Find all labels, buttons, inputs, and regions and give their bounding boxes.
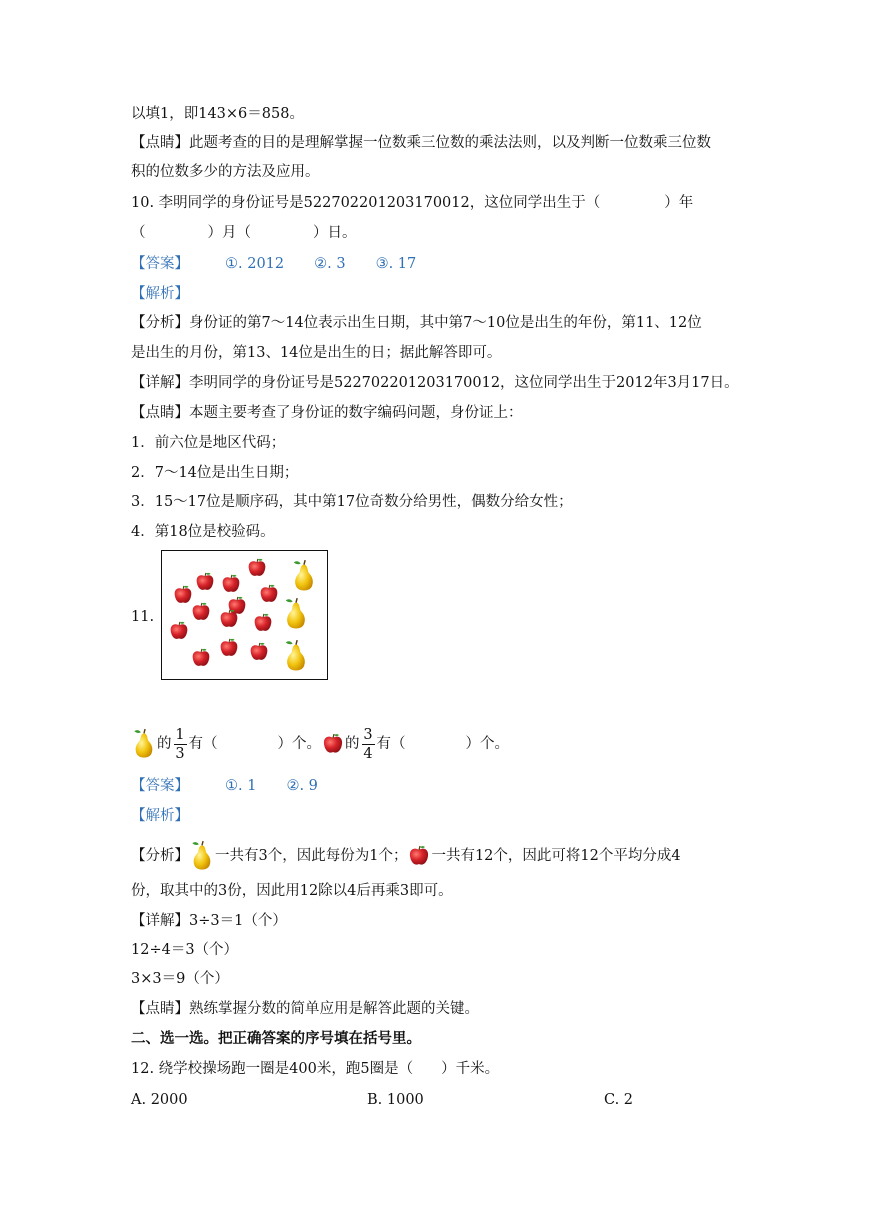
fruit-picture	[161, 550, 328, 680]
q11-text: 有（	[376, 736, 406, 752]
fraction-numerator: 3	[363, 726, 373, 743]
answer-item: ①. 2012	[225, 256, 285, 272]
fenxi-line	[131, 838, 681, 874]
q10-text: ）年	[664, 195, 694, 211]
apple-icon	[407, 844, 431, 868]
pear-icon	[189, 840, 215, 872]
q12-text: 12. 绕学校操场跑一圈是400米，跑5圈是（	[131, 1061, 414, 1077]
q12-text: ）千米。	[441, 1061, 500, 1077]
calc-line: 3×3＝9（个）	[131, 971, 229, 987]
dianjing-line: 【点睛】熟练掌握分数的简单应用是解答此题的关键。	[131, 1001, 479, 1017]
dianjing-line: 【点睛】此题考查的目的是理解掌握一位数乘三位数的乘法法则，以及判断一位数乘三位数	[131, 135, 711, 151]
dianjing-line: 【点睛】本题主要考查了身份证的数字编码问题，身份证上：	[131, 405, 523, 421]
fenxi-text: 一共有3个，因此每份为1个；	[215, 848, 408, 864]
fenxi-text: 一共有12个，因此可将12个平均分成4	[431, 848, 681, 864]
fraction-three-fourths	[362, 727, 375, 762]
q10-text: （	[131, 225, 146, 241]
list-item: 1．前六位是地区代码；	[131, 435, 286, 451]
list-item: 2．7～14位是出生日期；	[131, 465, 299, 481]
fraction-denominator: 4	[363, 745, 373, 762]
text-line: 以填1，即143×6＝858。	[131, 106, 304, 122]
q10-text: ）月（	[207, 225, 251, 241]
fraction-one-third	[174, 727, 187, 762]
fenxi-tag: 【分析】	[131, 848, 189, 864]
calc-line: 12÷4＝3（个）	[131, 942, 239, 958]
fenxi-line: 是出生的月份，第13、14位是出生的日；据此解答即可。	[131, 345, 502, 361]
q11-text: 有（	[188, 736, 218, 752]
answer-item: ②. 3	[314, 256, 346, 272]
option-c: C. 2	[604, 1092, 634, 1108]
fenxi-line: 【分析】身份证的第7～14位表示出生日期，其中第7～10位是出生的年份，第11、12位	[131, 315, 702, 331]
pear-icon	[131, 728, 157, 760]
xiangjie-line: 【详解】李明同学的身份证号是522702201203170012，这位同学出生于2012年3月17日。	[131, 375, 739, 391]
option-a: A. 2000	[131, 1092, 188, 1108]
q11-text: 的	[157, 736, 172, 752]
answer-item: ③. 17	[375, 256, 417, 272]
option-b: B. 1000	[367, 1092, 424, 1108]
section-heading: 二、选一选。把正确答案的序号填在括号里。	[131, 1030, 421, 1047]
question-10	[131, 193, 693, 213]
jiexi-tag: 【解析】	[131, 808, 189, 824]
answer-item: ①. 1	[225, 778, 257, 794]
answer-tag: 【答案】	[131, 256, 189, 272]
jiexi-tag: 【解析】	[131, 286, 189, 302]
q11-text: 的	[345, 736, 360, 752]
q10-text: 10. 李明同学的身份证号是522702201203170012，这位同学出生于（	[131, 195, 601, 211]
fenxi-line: 份，取其中的3份，因此用12除以4后再乘3即可。	[131, 883, 453, 899]
question-11-number: 11.	[131, 609, 155, 625]
q11-text: ）个。	[277, 736, 321, 752]
answer-tag: 【答案】	[131, 778, 189, 794]
answer-line	[131, 776, 318, 796]
apple-icon	[321, 732, 345, 756]
text-line: 积的位数多少的方法及应用。	[131, 164, 320, 180]
list-item: 4．第18位是校验码。	[131, 524, 275, 540]
fruit-illustration	[162, 551, 326, 678]
list-item: 3．15～17位是顺序码，其中第17位奇数分给男性，偶数分给女性；	[131, 494, 573, 510]
q10-text: ）日。	[313, 225, 357, 241]
question-11-sentence	[131, 726, 509, 762]
answer-line	[131, 254, 416, 274]
xiangjie-line: 【详解】3÷3＝1（个）	[131, 913, 287, 929]
question-12	[131, 1059, 499, 1079]
answer-item: ②. 9	[286, 778, 318, 794]
q11-text: ）个。	[465, 736, 509, 752]
question-10-line2	[131, 223, 357, 243]
fraction-numerator: 1	[175, 726, 185, 743]
fraction-denominator: 3	[175, 745, 185, 762]
